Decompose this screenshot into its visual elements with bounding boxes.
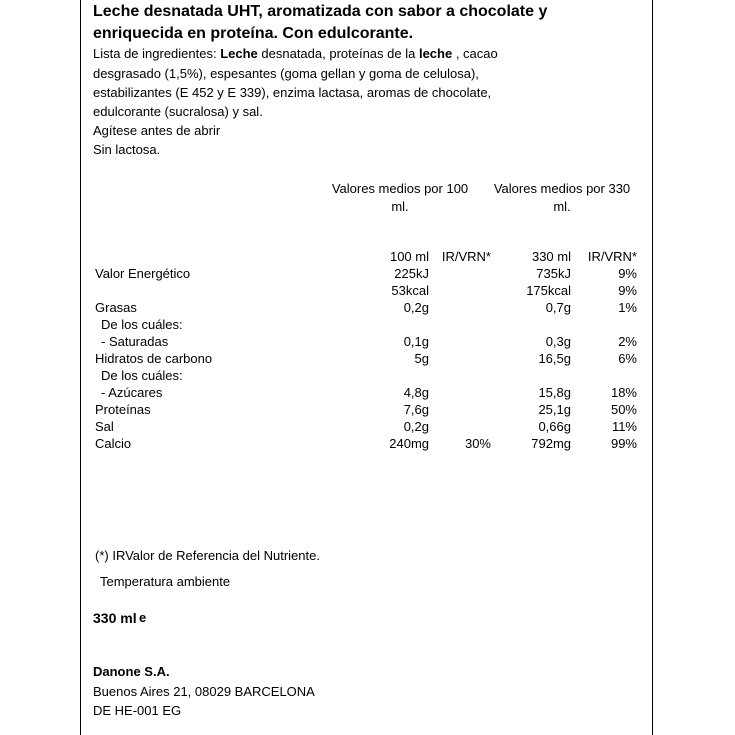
row-label: Hidratos de carbono — [95, 351, 213, 366]
subheader-330ml: 330 ml — [531, 249, 571, 264]
ingredients-part1: desnatada, proteínas de la — [257, 46, 419, 61]
row-label: Calcio — [95, 436, 132, 451]
row-label: - Azúcares — [101, 385, 163, 400]
health-mark-code: DE HE-001 EG — [93, 703, 182, 718]
row-value-100: 0,1g — [403, 334, 429, 349]
header-per-330-line2: ml. — [553, 199, 571, 214]
storage-info: Temperatura ambiente — [100, 574, 231, 589]
ingredient-allergen-milk: Leche — [220, 46, 258, 61]
row-ir-100: 30% — [464, 436, 491, 451]
row-value-100: 225kJ — [394, 266, 429, 281]
svg-text:e: e — [138, 611, 146, 624]
subheader-ir-330: IR/VRN* — [587, 249, 637, 264]
header-per-100-line1: Valores medios por 100 — [331, 181, 469, 196]
row-value-330: 15,8g — [538, 385, 571, 400]
row-ir-330: 9% — [618, 266, 637, 281]
row-label: Grasas — [95, 300, 137, 315]
row-ir-330: 6% — [618, 351, 637, 366]
row-value-100: 4,8g — [403, 385, 429, 400]
ingredients-part2: , cacao — [452, 46, 498, 61]
shake-note: Agítese antes de abrir — [93, 123, 221, 138]
estimated-e-mark-icon — [138, 611, 152, 624]
row-label: De los cuáles: — [101, 368, 183, 383]
manufacturer-address: Buenos Aires 21, 08029 BARCELONA — [93, 684, 315, 699]
net-volume-text: 330 ml — [93, 610, 137, 626]
row-value-100: 240mg — [389, 436, 429, 451]
row-value-100: 0,2g — [403, 300, 429, 315]
row-ir-330: 99% — [610, 436, 637, 451]
ingredients-line4: edulcorante (sucralosa) y sal. — [93, 104, 263, 119]
row-label: Valor Energético — [95, 266, 191, 281]
row-label: Proteínas — [95, 402, 151, 417]
ingredients-line3: estabilizantes (E 452 y E 339), enzima lactasa, aromas de chocolate, — [93, 85, 492, 100]
row-label: - Saturadas — [101, 334, 169, 349]
row-ir-330: 11% — [611, 419, 637, 434]
row-ir-330: 1% — [618, 300, 637, 315]
header-per-100-line2: ml. — [391, 199, 409, 214]
row-label: Sal — [95, 419, 114, 434]
ingredient-allergen-milk-2: leche — [418, 46, 453, 61]
row-value-330: 16,5g — [538, 351, 571, 366]
manufacturer-name: Danone S.A. — [93, 664, 170, 679]
row-value-330: 735kJ — [536, 266, 571, 281]
ingredients-line1 — [93, 44, 498, 63]
row-ir-330: 2% — [618, 334, 637, 349]
row-value-330: 0,66g — [538, 419, 571, 434]
row-ir-330: 50% — [610, 402, 637, 417]
net-volume — [93, 609, 152, 627]
row-ir-330: 9% — [618, 283, 637, 298]
row-value-100: 0,2g — [403, 419, 429, 434]
row-value-100: 53kcal — [391, 283, 429, 298]
footnote: (*) IRValor de Referencia del Nutriente. — [95, 548, 320, 563]
ingredients-prefix: Lista de ingredientes: — [93, 46, 221, 61]
row-value-330: 792mg — [531, 436, 571, 451]
product-title-line1: Leche desnatada UHT, aromatizada con sabor a chocolate y — [93, 3, 548, 20]
ingredients-line2: desgrasado (1,5%), espesantes (goma gellan y goma de celulosa), — [93, 66, 479, 81]
product-title-line2: enriquecida en proteína. Con edulcorante. — [93, 25, 414, 42]
row-value-330: 0,3g — [545, 334, 571, 349]
row-ir-330: 18% — [610, 385, 637, 400]
row-value-100: 5g — [414, 351, 429, 366]
subheader-ir-100: IR/VRN* — [441, 249, 491, 264]
row-value-330: 25,1g — [538, 402, 571, 417]
row-value-330: 0,7g — [545, 300, 571, 315]
header-per-330-line1: Valores medios por 330 — [493, 181, 631, 196]
row-label: De los cuáles: — [101, 317, 183, 332]
row-value-330: 175kcal — [526, 283, 571, 298]
lactose-note: Sin lactosa. — [93, 142, 161, 157]
row-value-100: 7,6g — [403, 402, 429, 417]
subheader-100ml: 100 ml — [389, 249, 429, 264]
